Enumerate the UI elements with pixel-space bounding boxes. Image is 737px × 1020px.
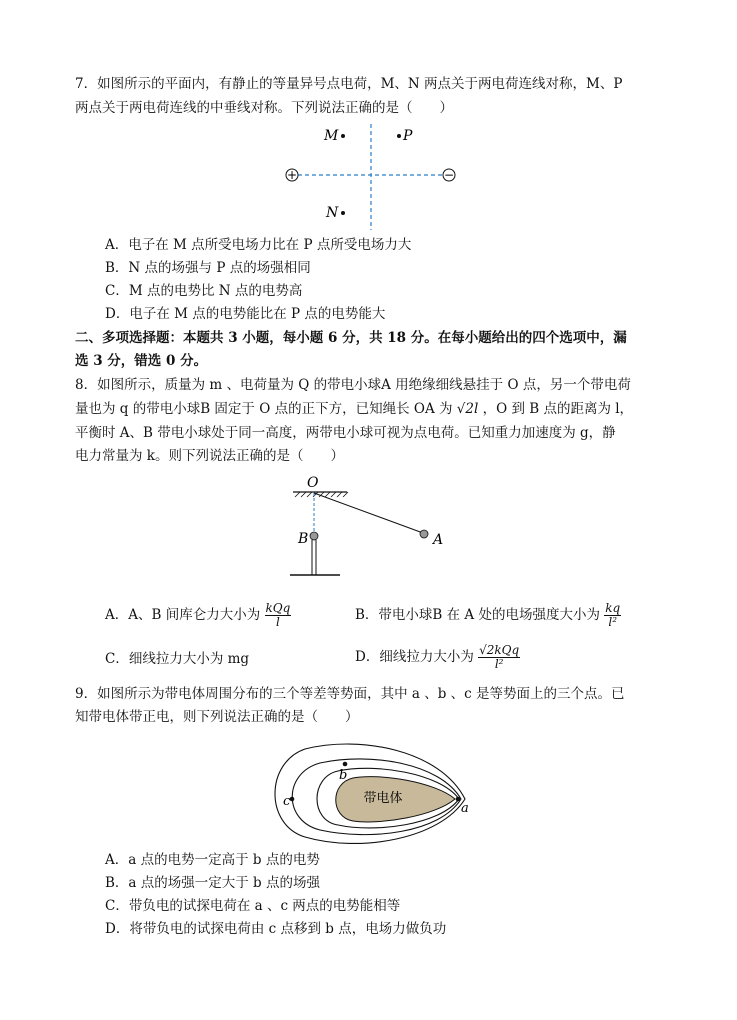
q7-option-B: B．N 点的场强与 P 点的场强相同 [105,260,311,276]
point-b-label: b [339,768,348,783]
fraction-numerator: kq [605,601,621,615]
fraction-denominator: l [275,615,280,629]
q7-option-C: C．M 点的电势比 N 点的电势高 [105,283,303,299]
q9-stem-line1: 9．如图所示为带电体周围分布的三个等差等势面，其中 a 、b 、c 是等势面上的三个点。已 [75,686,625,702]
q7-stem-line2: 两点关于两电荷连线的中垂线对称。下列说法正确的是（ ） [75,100,453,116]
q7-option-D: D．电子在 M 点的电势能比在 P 点的电势能大 [105,306,386,322]
q8-stem-line2-a: 量也为 q 的带电小球B 固定于 O 点的正下方，已知绳长 OA 为 [75,401,457,417]
q9-option-C: C．带负电的试探电荷在 a 、c 两点的电势能相等 [105,898,401,914]
rope-length: √2l [456,401,479,417]
point-c-label: c [283,794,291,809]
point-a [456,797,461,802]
q8-option-D-fraction [478,644,520,671]
q8-stem-line2-c: ，O 到 B 点的距离为 l， [478,401,634,417]
q8-stem-line3: 平衡时 A、B 带电小球处于同一高度，两带电小球可视为点电荷。已知重力加速度为 g，静 [75,425,616,441]
q8-option-C: C．细线拉力大小为 mg [105,651,250,667]
q8-option-A [105,602,291,629]
fraction-denominator: l² [608,615,618,629]
ball-A-icon [420,530,428,538]
q8-option-D-text: D．细线拉力大小为 [355,649,474,665]
point-b [343,762,348,767]
q9-option-A: A．a 点的电势一定高于 b 点的电势 [105,852,320,868]
fraction-numerator: kQq [265,601,291,615]
ball-A-label: A [433,532,444,548]
point-P [397,134,401,138]
ball-B-icon [310,532,318,540]
charged-body-label: 带电体 [363,791,403,806]
q8-option-A-fraction [265,602,292,629]
plus-sign: + [286,168,298,182]
point-N [341,211,345,215]
point-O-label: O [307,475,319,491]
q8-option-B [355,602,621,629]
q8-stem-line4: 电力常量为 k。则下列说法正确的是（ ） [75,448,344,464]
q8-option-B-text: B．带电小球B 在 A 处的电场强度大小为 [355,607,600,623]
point-N-label: N [326,205,339,221]
q8-stem-line1: 8．如图所示，质量为 m 、电荷量为 Q 的带电小球A 用绝缘细线悬挂于 O 点，另一个带电荷 [75,377,631,393]
minus-sign: − [443,168,455,182]
fraction-numerator: √2kQq [479,643,520,657]
q8-stem-line2 [75,399,633,419]
fraction-denominator: l² [494,657,504,671]
q9-stem-line2: 知带电体带正电，则下列说法正确的是（ ） [75,709,359,725]
point-c [290,797,295,802]
q8-option-B-fraction [604,602,621,629]
q8-option-D [355,644,520,671]
q8-figure [285,472,455,582]
q7-figure [280,120,470,235]
ball-B-label: B [298,531,309,547]
q7-option-A: A．电子在 M 点所受电场力比在 P 点所受电场力大 [105,237,412,253]
q9-figure [265,735,485,845]
section2-header-line1: 二、多项选择题：本题共 3 小题，每小题 6 分，共 18 分。在每小题给出的四个选项中，漏 [75,330,627,346]
q9-option-B: B．a 点的场强一定大于 b 点的场强 [105,875,320,891]
point-M [341,134,345,138]
point-P-label: P [403,128,413,144]
point-M-label: M [324,128,339,144]
q7-stem-line1: 7．如图所示的平面内，有静止的等量异号点电荷，M、N 两点关于两电荷连线对称，M、P [75,76,623,92]
q9-option-D: D．将带负电的试探电荷由 c 点移到 b 点，电场力做负功 [105,921,447,937]
point-a-label: a [461,801,469,816]
section2-header-line2: 选 3 分，错选 0 分。 [75,353,208,369]
q8-option-A-text: A．A、B 间库仑力大小为 [105,607,261,623]
thread-OA [314,493,423,533]
